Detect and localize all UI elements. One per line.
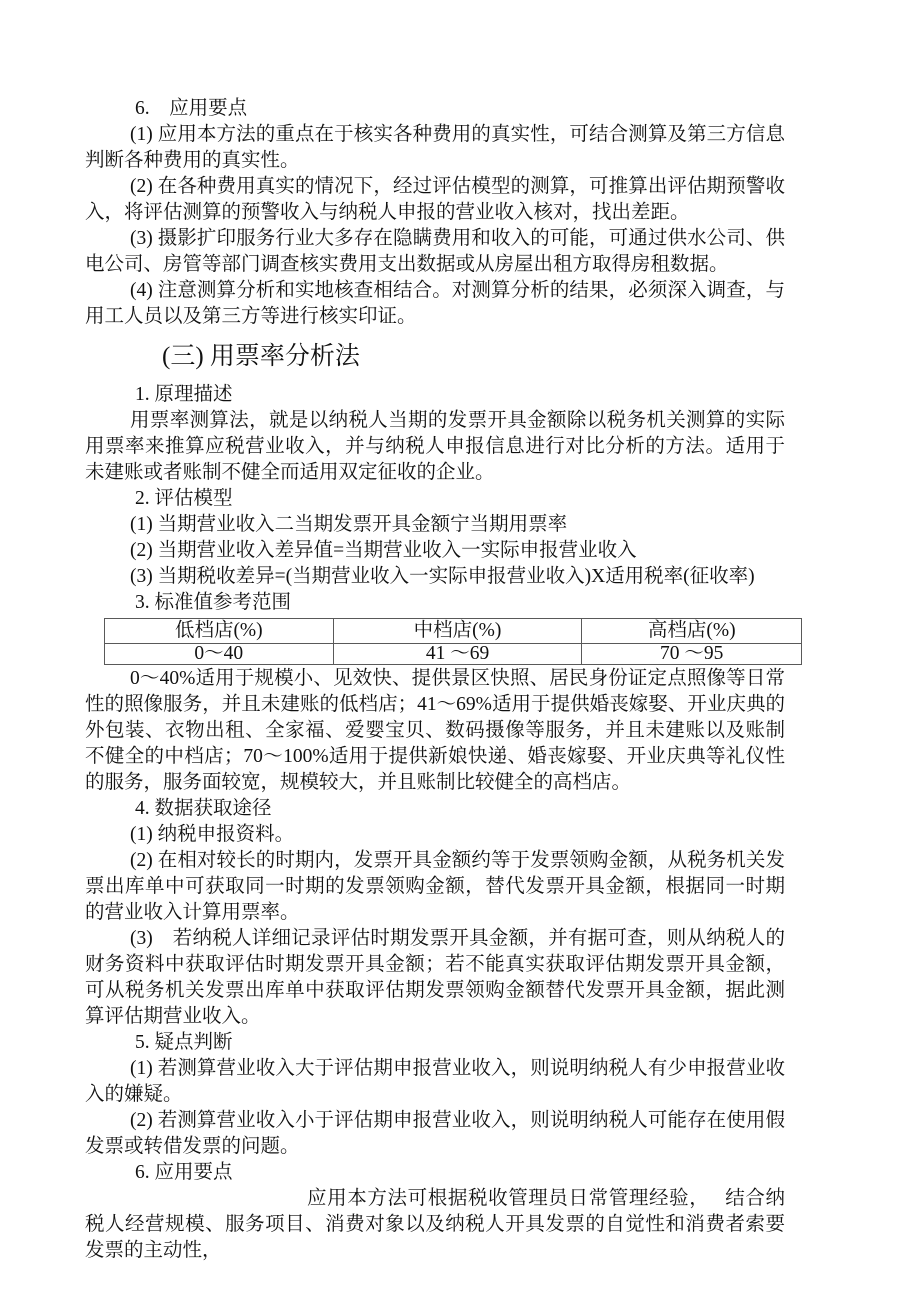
list-item-1-principle: 1. 原理描述 xyxy=(135,384,233,405)
paragraph-2-model-estimate: (2) 在各种费用真实的情况下，经过评估模型的测算，可推算出评估期预警收入，将评估测算的预警收入与纳税人申报的营业收入核对，找出差距。 xyxy=(85,176,785,223)
list-item-6-application-points-2: 6. 应用要点 xyxy=(135,1162,233,1183)
table-value-row xyxy=(105,644,802,665)
paragraph-source-3-detailed-records: (3) 若纳税人详细记录评估时期发票开具金额，并有据可查，则从纳税人的财务资料中获取评估时期发票开具金额；若不能真实获取评估期发票开具金额，可从税务机关发票出库单中获取评估期发票领购金额替代发票开具金额，据此测算评估期营业收入。 xyxy=(85,928,785,1027)
formula-1-current-revenue: (1) 当期营业收入二当期发票开具金额宁当期用票率 xyxy=(130,514,568,535)
list-item-5-doubt-judgement: 5. 疑点判断 xyxy=(135,1032,233,1053)
paragraph-doubt-1-underreport: (1) 若测算营业收入大于评估期申报营业收入，则说明纳税人有少申报营业收入的嫌疑。 xyxy=(85,1058,785,1105)
paragraph-4-field-check: (4) 注意测算分析和实地核查相结合。对测算分析的结果，必须深入调查，与用工人员以及第三方等进行核实印证。 xyxy=(85,280,785,327)
paragraph-source-1-tax-filing: (1) 纳税申报资料。 xyxy=(130,824,295,845)
table-value-high-grade: 70 ～95 xyxy=(582,644,802,665)
paragraph-range-explanation: 0～40%适用于规模小、见效快、提供景区快照、居民身份证定点照像等日常性的照像服务，并且未建账的低档店；41～69%适用于提供婚丧嫁娶、开业庆典的外包装、衣物出租、全家福、爱婴宝贝、数码摄像等服务，并且未建账以及账制不健全的中档店；70～100%适用于提供新娘快递、婚丧嫁娶、开业庆典等礼仪性的服务，服务面较宽，规模较大，并且账制比较健全的高档店。 xyxy=(85,668,785,793)
table-header-row xyxy=(105,619,802,644)
document-content xyxy=(85,96,785,1264)
table-value-low-grade: 0～40 xyxy=(105,644,334,665)
list-item-3-standard-range: 3. 标准值参考范围 xyxy=(135,592,292,613)
standard-value-table xyxy=(104,618,802,665)
list-item-2-evaluation-model: 2. 评估模型 xyxy=(135,488,233,509)
list-item-6-application-points: 6. 应用要点 xyxy=(135,98,248,119)
table-header-low-grade: 低档店(%) xyxy=(105,619,334,644)
table-header-high-grade: 高档店(%) xyxy=(582,619,802,644)
paragraph-source-2-invoice-issue: (2) 在相对较长的时期内，发票开具金额约等于发票领购金额，从税务机关发票出库单中可获取同一时期的发票领购金额，替代发票开具金额，根据同一时期的营业收入计算用票率。 xyxy=(85,850,785,923)
formula-3-tax-difference: (3) 当期税收差异=(当期营业收入一实际申报营业收入)X适用税率(征收率) xyxy=(130,566,755,587)
paragraph-doubt-2-fake-invoice: (2) 若测算营业收入小于评估期申报营业收入，则说明纳税人可能存在使用假发票或转借发票的问题。 xyxy=(85,1110,785,1157)
table-header-mid-grade: 中档店(%) xyxy=(333,619,582,644)
paragraph-application-experience: 应用本方法可根据税收管理员日常管理经验， 结合纳税人经营规模、服务项目、消费对象以及纳税人开具发票的自觉性和消费者索要发票的主动性， xyxy=(85,1188,785,1261)
section-heading-invoice-rate-method: (三) 用票率分析法 xyxy=(162,343,360,370)
list-item-4-data-sources: 4. 数据获取途径 xyxy=(135,798,272,819)
paragraph-3-photo-industry: (3) 摄影扩印服务行业大多存在隐瞒费用和收入的可能，可通过供水公司、供电公司、房管等部门调查核实费用支出数据或从房屋出租方取得房租数据。 xyxy=(85,228,785,275)
paragraph-principle-description: 用票率测算法，就是以纳税人当期的发票开具金额除以税务机关测算的实际用票率来推算应税营业收入，并与纳税人申报信息进行对比分析的方法。适用于未建账或者账制不健全而适用双定征收的企业。 xyxy=(85,410,785,483)
paragraph-1-verify-expenses: (1) 应用本方法的重点在于核实各种费用的真实性，可结合测算及第三方信息判断各种费用的真实性。 xyxy=(85,124,785,171)
formula-2-revenue-difference: (2) 当期营业收入差异值=当期营业收入一实际申报营业收入 xyxy=(130,540,637,561)
table-value-mid-grade: 41 ～69 xyxy=(333,644,582,665)
